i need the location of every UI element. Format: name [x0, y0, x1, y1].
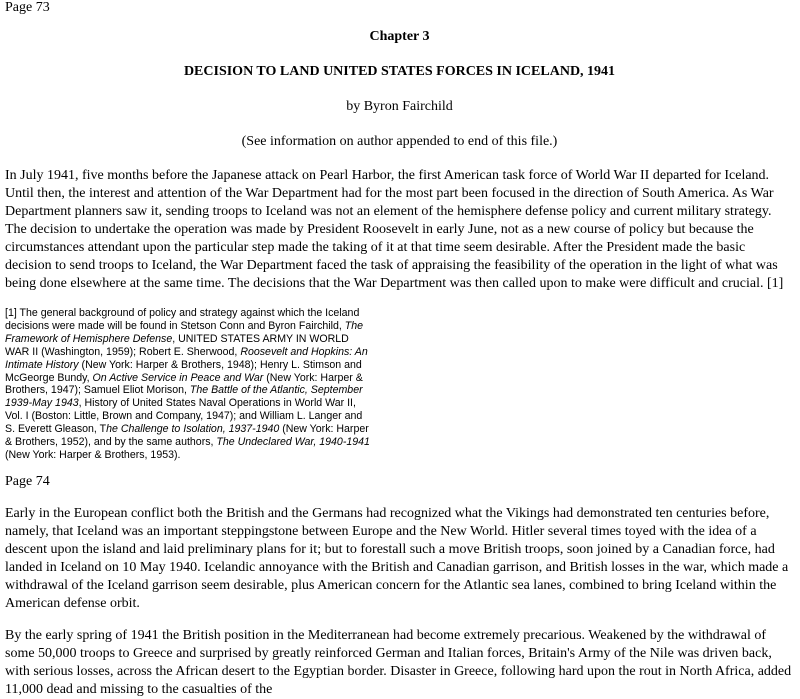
footnote-citation-title: The Undeclared War, 1940-1941	[216, 436, 370, 449]
footnote-text: (New York: Harper & Brothers, 1952), and by the same authors,	[5, 423, 369, 449]
footnote-text: (New York: Harper & Brothers, 1953).	[5, 448, 181, 461]
page-number-label: Page 74	[5, 473, 50, 489]
author-note: (See information on author appended to end of this file.)	[241, 134, 558, 149]
footnote-citation-title: Roosevelt and Hopkins: An Intimate History	[5, 345, 368, 371]
footnote-citation-title: The Battle of the Atlantic, September 1939-May 1943	[5, 384, 363, 410]
footnote-text: (New York: Harper & Brothers, 1948); Henry L. Stimson and McGeorge Bundy,	[5, 358, 362, 384]
footnote-citation-title: On Active Service in Peace and War	[92, 371, 264, 384]
footnote	[5, 307, 370, 462]
footnote-citation-title: The Framework of Hemisphere Defense	[5, 319, 364, 345]
body-paragraph: In July 1941, five months before the Japanese attack on Pearl Harbor, the first American task force of World War II departed for Iceland. Until then, the interest and attention of the War Department had for the most part been focused in the direction of South America. As War Department planners saw it, sending troops to Iceland was not an element of the hemisphere defense policy and current military strategy. The decision to undertake the operation was made by President Roosevelt in early June, not as a new course of policy but because the circumstances attendant upon the particular step made the taking of it at that time seem desirable. After the President made the basic decision to send troops to Iceland, the War Department faced the task of appraising the feasibility of the operation in the light of what was being done elsewhere at the same time. The decisions that the War Department was then called upon to make were difficult and crucial. [1]	[5, 168, 784, 291]
footnote-text: , UNITED STATES ARMY IN WORLD WAR II (Washington, 1959); Robert E. Sherwood,	[5, 332, 349, 358]
body-paragraph: By the early spring of 1941 the British position in the Mediterranean had become extremely precarious. Weakened by the withdrawal of some 50,000 troops to Greece and surprised by greatly reinforced German and Italian forces, Britain's Army of the Nile was driven back, with serious losses, across the African desert to the Egyptian border. Disaster in Greece, following hard upon the rout in North Africa, added 11,000 dead and missing to the casualties of the	[5, 627, 792, 697]
footnote-text: (New York: Harper & Brothers, 1947); Samuel Eliot Morison,	[5, 371, 363, 397]
footnote-text: , History of United States Naval Operations in World War II, Vol. I (Boston: Little, Brown and Company, 1947); and William L. Langer and S. Everett Gleason, T	[5, 397, 363, 436]
chapter-title: DECISION TO LAND UNITED STATES FORCES IN ICELAND, 1941	[183, 64, 616, 79]
chapter-heading: Chapter 3	[369, 29, 430, 44]
author-byline: by Byron Fairchild	[346, 99, 453, 114]
footnote-citation-title: he Challenge to Isolation, 1937-1940	[106, 423, 280, 436]
footnote-text: [1] The general background of policy and strategy against which the Iceland decisions were made will be found in Stetson Conn and Byron Fairchild,	[5, 307, 360, 332]
body-paragraph: Early in the European conflict both the British and the Germans had recognized what the Vikings had demonstrated ten centuries before, namely, that Iceland was an important steppingstone between Europe and the New World. Hitler several times toyed with the idea of a descent upon the island and laid preliminary plans for it; but to forestall such a move British troops, soon joined by a Canadian force, had landed in Iceland on 10 May 1940. Icelandic annoyance with the British and Canadian garrison, and British losses in the war, which made a withdrawal of the Iceland garrison seem desirable, plus American concern for the Atlantic sea lanes, combined to bring Iceland within the American defense orbit.	[5, 505, 789, 611]
page-number-label: Page 73	[5, 0, 50, 15]
